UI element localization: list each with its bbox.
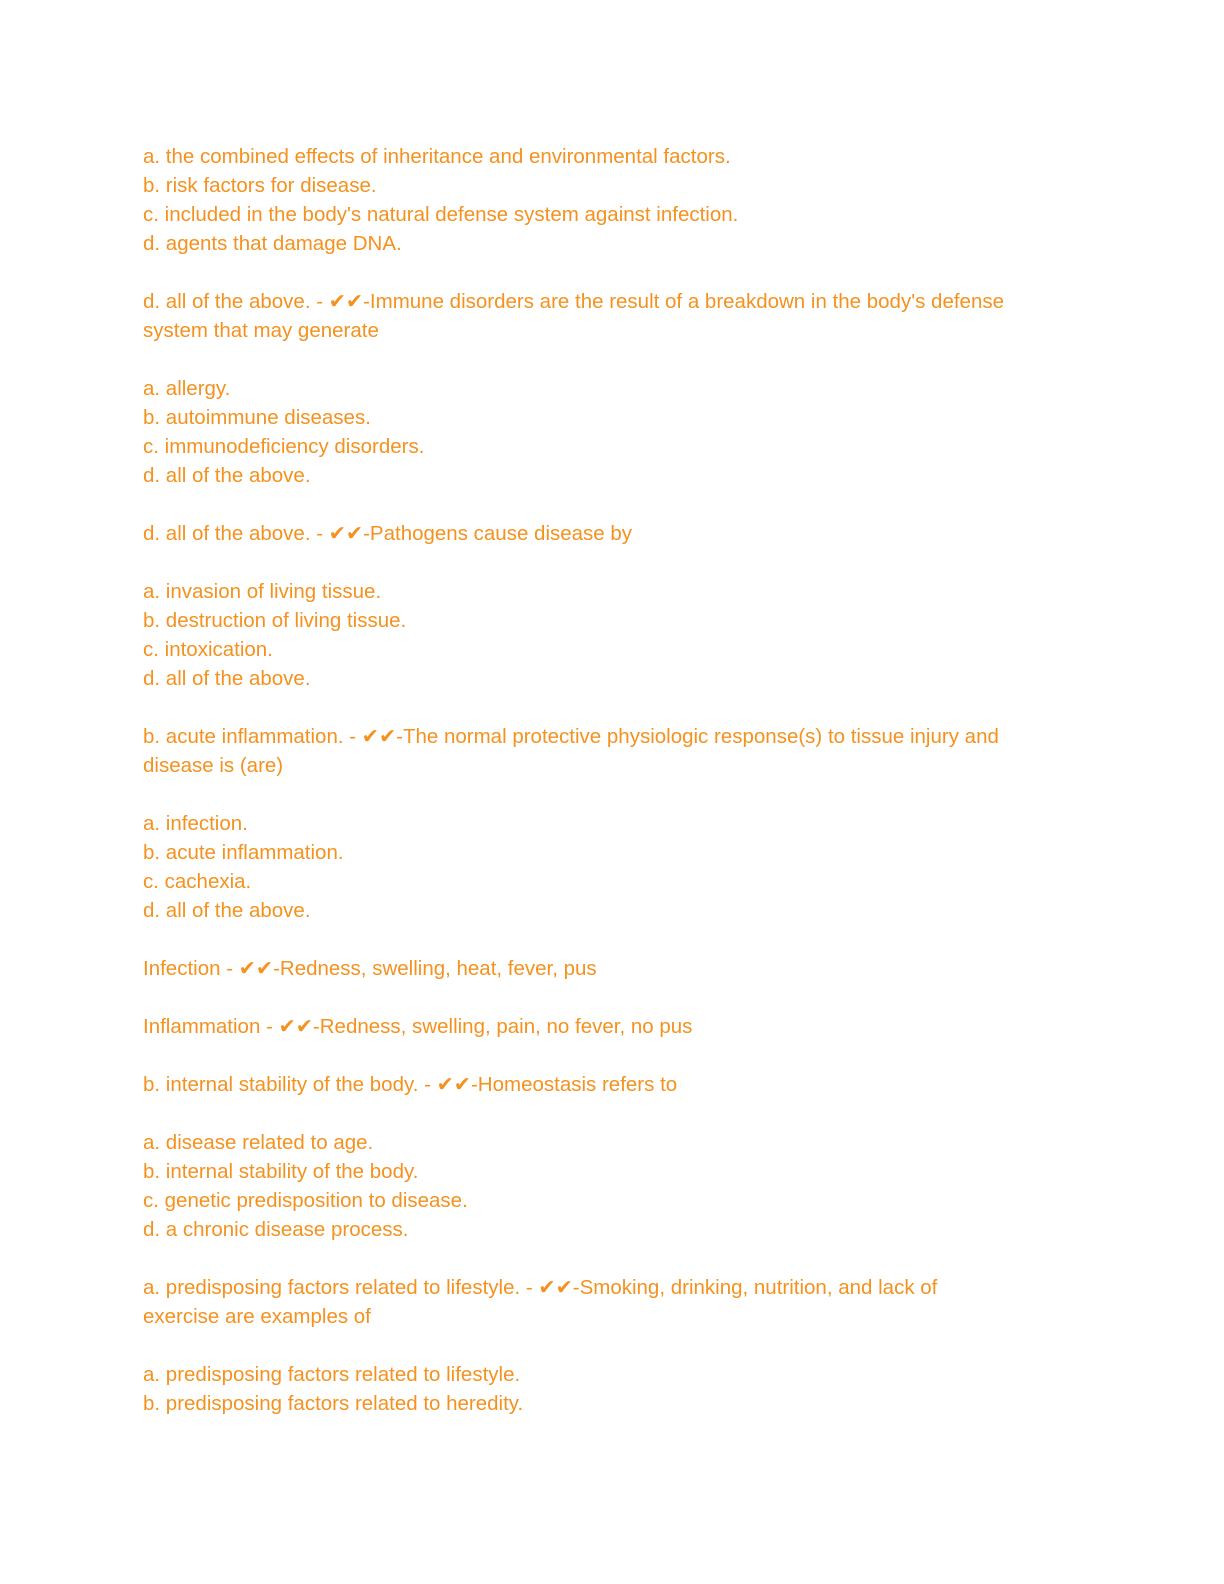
text-line: disease is (are): [143, 754, 284, 777]
blank-line: [143, 1244, 1083, 1273]
blank-line: [143, 548, 1083, 577]
text-line: b. risk factors for disease.: [143, 174, 377, 197]
text-line: c. included in the body's natural defense system against infection.: [143, 203, 739, 226]
blank-line: [143, 1041, 1083, 1070]
text-line: c. intoxication.: [143, 638, 273, 661]
text-line: a. predisposing factors related to lifestyle.: [143, 1363, 521, 1386]
blank-line: [143, 1331, 1083, 1360]
blank-line: [143, 693, 1083, 722]
text-line: b. acute inflammation.: [143, 841, 344, 864]
text-line: d. all of the above.: [143, 899, 311, 922]
text-line: Infection - ✔✔-Redness, swelling, heat, fever, pus: [143, 957, 597, 980]
text-line: Inflammation - ✔✔-Redness, swelling, pain, no fever, no pus: [143, 1015, 693, 1038]
blank-line: [143, 780, 1083, 809]
text-line: b. acute inflammation. - ✔✔-The normal protective physiologic response(s) to tissue injury and: [143, 725, 999, 748]
document-text: [143, 142, 1083, 1418]
text-line: b. predisposing factors related to heredity.: [143, 1392, 524, 1415]
text-line: d. a chronic disease process.: [143, 1218, 409, 1241]
text-line: c. cachexia.: [143, 870, 252, 893]
text-line: b. internal stability of the body. - ✔✔-Homeostasis refers to: [143, 1073, 678, 1096]
text-line: a. infection.: [143, 812, 248, 835]
text-line: system that may generate: [143, 319, 379, 342]
text-line: d. agents that damage DNA.: [143, 232, 402, 255]
blank-line: [143, 983, 1083, 1012]
blank-line: [143, 490, 1083, 519]
blank-line: [143, 925, 1083, 954]
text-line: a. the combined effects of inheritance and environmental factors.: [143, 145, 731, 168]
text-line: b. internal stability of the body.: [143, 1160, 419, 1183]
text-line: d. all of the above. - ✔✔-Pathogens cause disease by: [143, 522, 633, 545]
text-line: a. disease related to age.: [143, 1131, 374, 1154]
text-line: a. allergy.: [143, 377, 231, 400]
text-line: b. destruction of living tissue.: [143, 609, 407, 632]
text-line: d. all of the above.: [143, 464, 311, 487]
blank-line: [143, 258, 1083, 287]
text-line: exercise are examples of: [143, 1305, 371, 1328]
text-line: d. all of the above.: [143, 667, 311, 690]
text-line: d. all of the above. - ✔✔-Immune disorders are the result of a breakdown in the body's defense: [143, 290, 1005, 313]
blank-line: [143, 1099, 1083, 1128]
text-line: b. autoimmune diseases.: [143, 406, 371, 429]
text-line: a. predisposing factors related to lifestyle. - ✔✔-Smoking, drinking, nutrition, and lack of: [143, 1276, 938, 1299]
blank-line: [143, 345, 1083, 374]
text-line: c. immunodeficiency disorders.: [143, 435, 425, 458]
text-line: a. invasion of living tissue.: [143, 580, 382, 603]
text-line: c. genetic predisposition to disease.: [143, 1189, 468, 1212]
